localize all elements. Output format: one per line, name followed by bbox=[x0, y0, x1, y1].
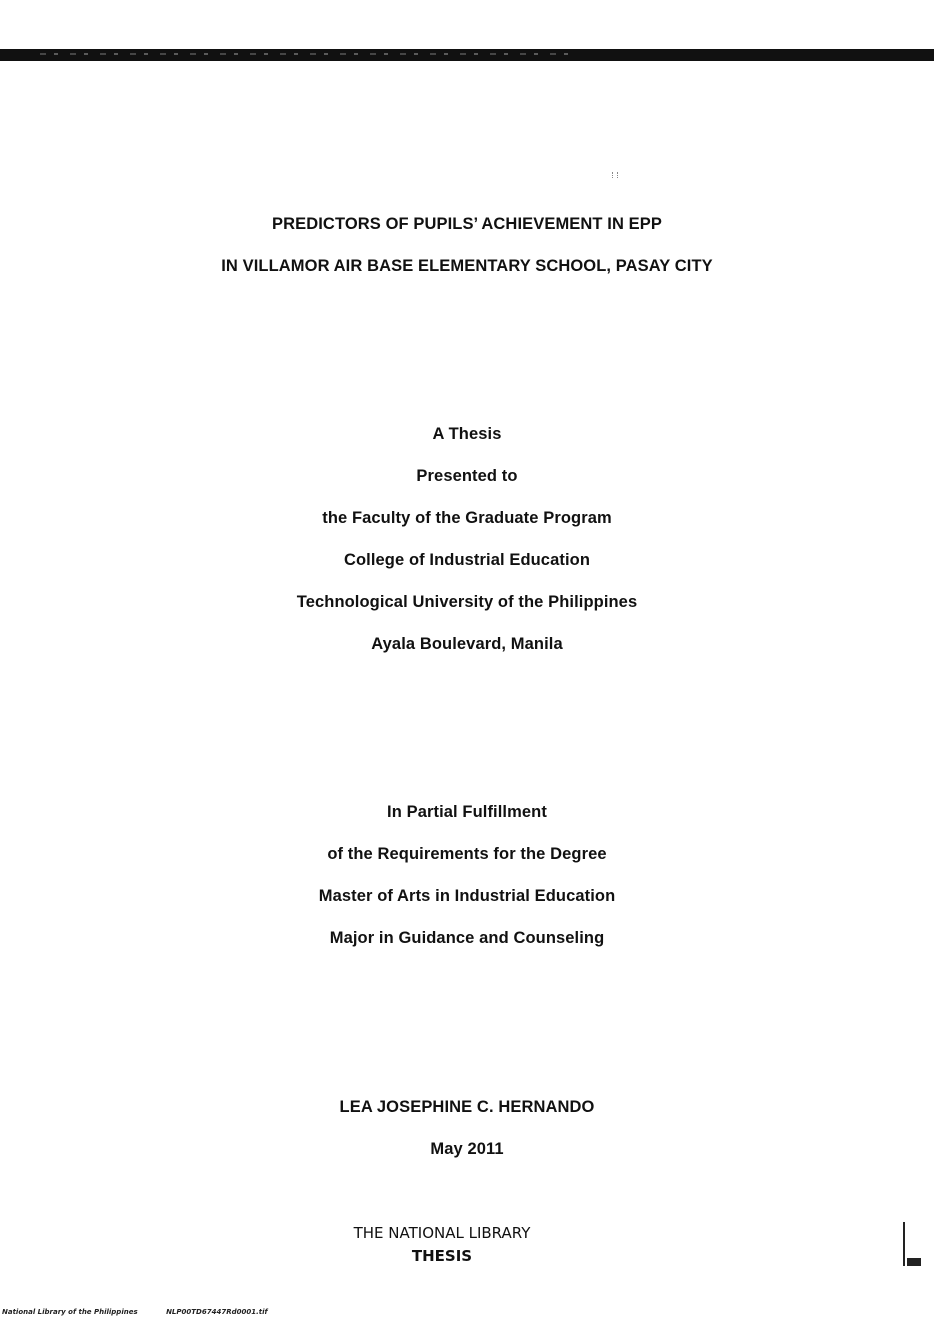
presentation-line: A Thesis bbox=[432, 425, 502, 443]
library-stamp-line-1: THE NATIONAL LIBRARY bbox=[353, 1224, 531, 1242]
scan-footer bbox=[2, 1308, 294, 1316]
footer-source: National Library of the Philippines bbox=[2, 1308, 138, 1316]
presentation-line: the Faculty of the Graduate Program bbox=[322, 509, 612, 527]
footer-filename: NLP00TD67447Rd0001.tif bbox=[166, 1308, 268, 1316]
thesis-title-line-2: IN VILLAMOR AIR BASE ELEMENTARY SCHOOL, PASAY CITY bbox=[221, 257, 713, 275]
fulfillment-line: Master of Arts in Industrial Education bbox=[318, 887, 616, 905]
presentation-line: Presented to bbox=[416, 467, 518, 485]
scan-top-border bbox=[0, 49, 934, 61]
submission-date: May 2011 bbox=[430, 1140, 504, 1158]
presentation-line: Ayala Boulevard, Manila bbox=[371, 635, 563, 653]
thesis-title-line-1: PREDICTORS OF PUPILS’ ACHIEVEMENT IN EPP bbox=[272, 215, 662, 233]
fulfillment-line: Major in Guidance and Counseling bbox=[329, 929, 605, 947]
author-name: LEA JOSEPHINE C. HERNANDO bbox=[339, 1098, 595, 1116]
scan-edge-mark bbox=[903, 1222, 921, 1266]
fulfillment-line: In Partial Fulfillment bbox=[387, 803, 547, 821]
library-stamp-line-2: THESIS bbox=[411, 1247, 473, 1265]
presentation-line: Technological University of the Philippines bbox=[296, 593, 638, 611]
scan-speck bbox=[612, 172, 618, 178]
presentation-line: College of Industrial Education bbox=[343, 551, 591, 569]
fulfillment-line: of the Requirements for the Degree bbox=[327, 845, 607, 863]
